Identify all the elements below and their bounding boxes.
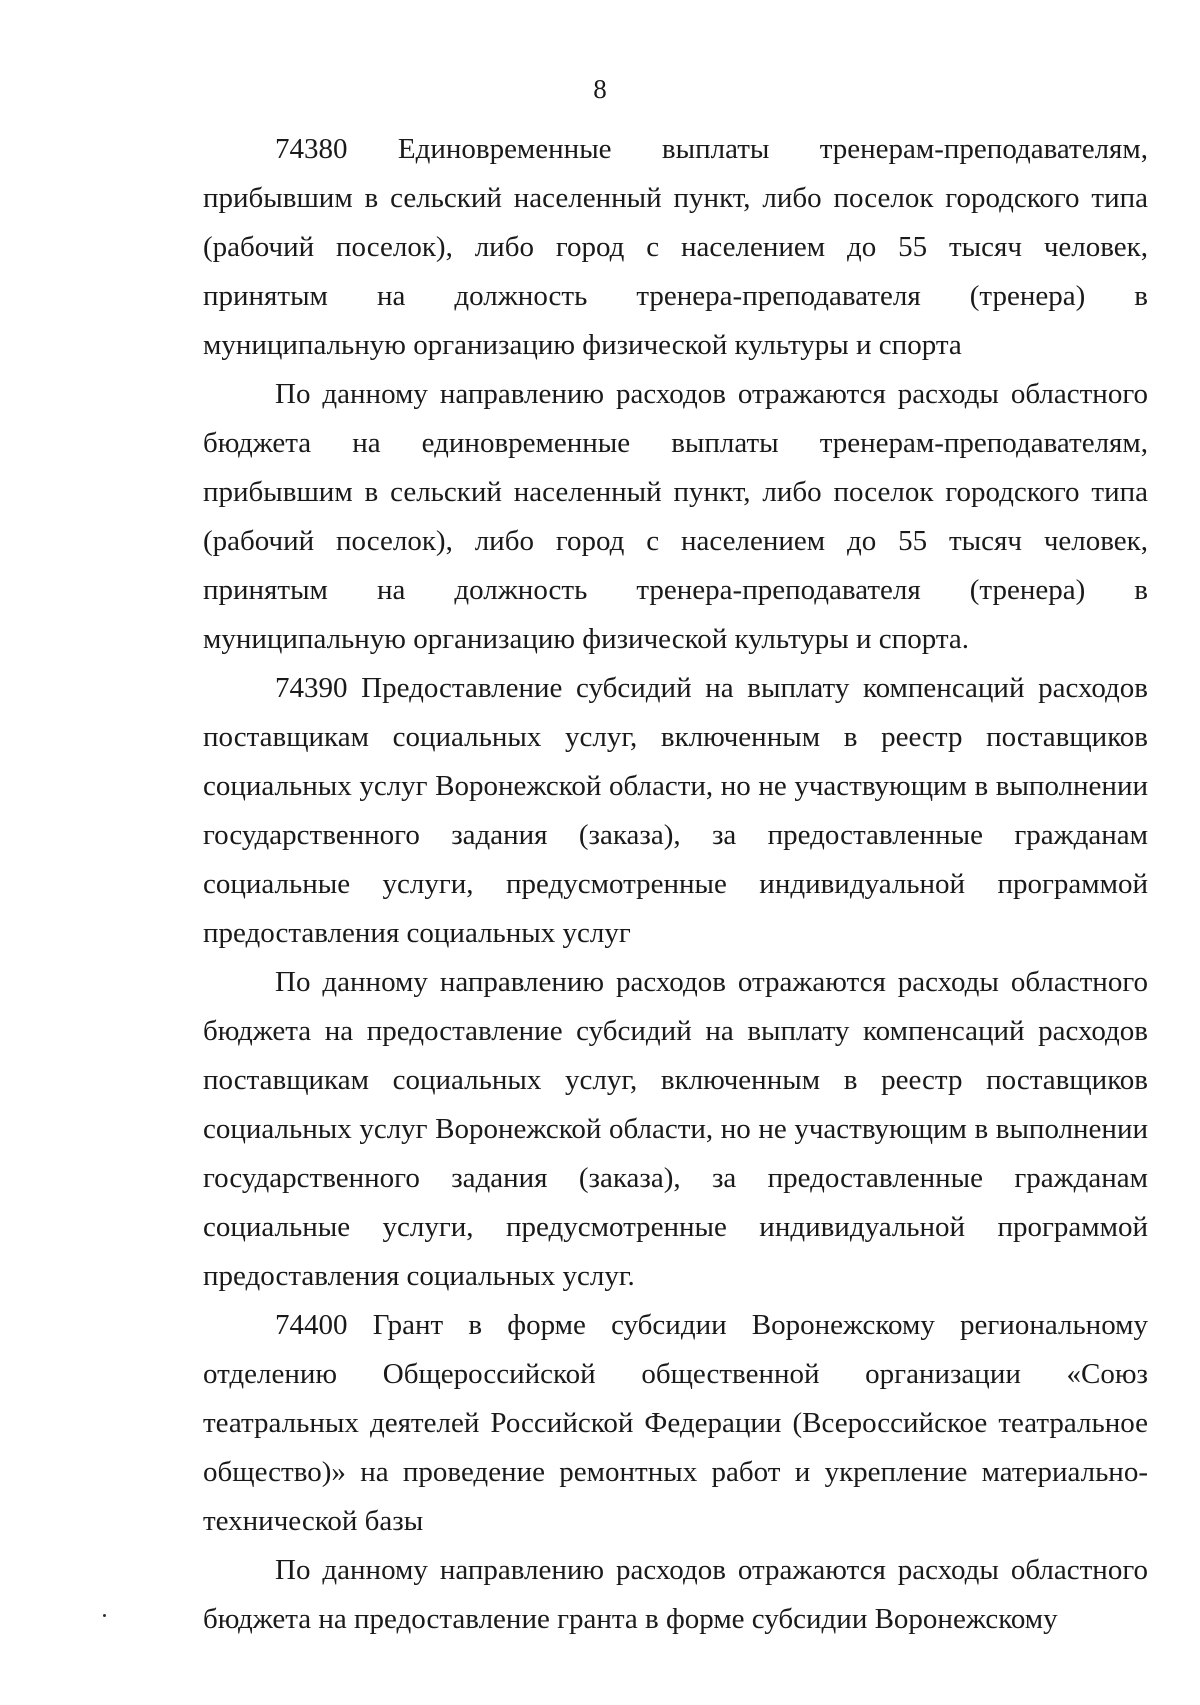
paragraph-74380-title: 74380 Единовременные выплаты тренерам-преподавателям, прибывшим в сельский населенный пункт, либо поселок городского типа (рабочий поселок), либо город с населением до 55 тысяч человек, принятым на должность тренера-преподавателя (тренера) в муниципальную организацию физической культуры и спорта: [203, 133, 1148, 361]
paragraph-74400-description: По данному направлению расходов отражаются расходы областного бюджета на предоставление гранта в форме субсидии Воронежскому: [203, 1554, 1148, 1635]
scan-speck: [103, 1614, 106, 1617]
paragraph-74400-title: 74400 Грант в форме субсидии Воронежскому региональному отделению Общероссийской общественной организации «Союз театральных деятелей Российской Федерации (Всероссийское театральное общество)» на проведение ремонтных работ и укрепление материально-технической базы: [203, 1309, 1148, 1537]
page-number: 8: [593, 74, 607, 104]
paragraph-74390-title: 74390 Предоставление субсидий на выплату компенсаций расходов поставщикам социальных услуг, включенным в реестр поставщиков социальных услуг Воронежской области, но не участвующим в выполнении государственного задания (заказа), за предоставленные гражданам социальные услуги, предусмотренные индивидуальной программой предоставления социальных услуг: [203, 672, 1148, 949]
paragraph-74380-description: По данному направлению расходов отражаются расходы областного бюджета на единовременные выплаты тренерам-преподавателям, прибывшим в сельский населенный пункт, либо поселок городского типа (рабочий поселок), либо город с населением до 55 тысяч человек, принятым на должность тренера-преподавателя (тренера) в муниципальную организацию физической культуры и спорта.: [203, 378, 1148, 655]
paragraph-74390-description: По данному направлению расходов отражаются расходы областного бюджета на предоставление субсидий на выплату компенсаций расходов поставщикам социальных услуг, включенным в реестр поставщиков социальных услуг Воронежской области, но не участвующим в выполнении государственного задания (заказа), за предоставленные гражданам социальные услуги, предусмотренные индивидуальной программой предоставления социальных услуг.: [203, 966, 1148, 1292]
document-body: [203, 125, 1148, 1644]
